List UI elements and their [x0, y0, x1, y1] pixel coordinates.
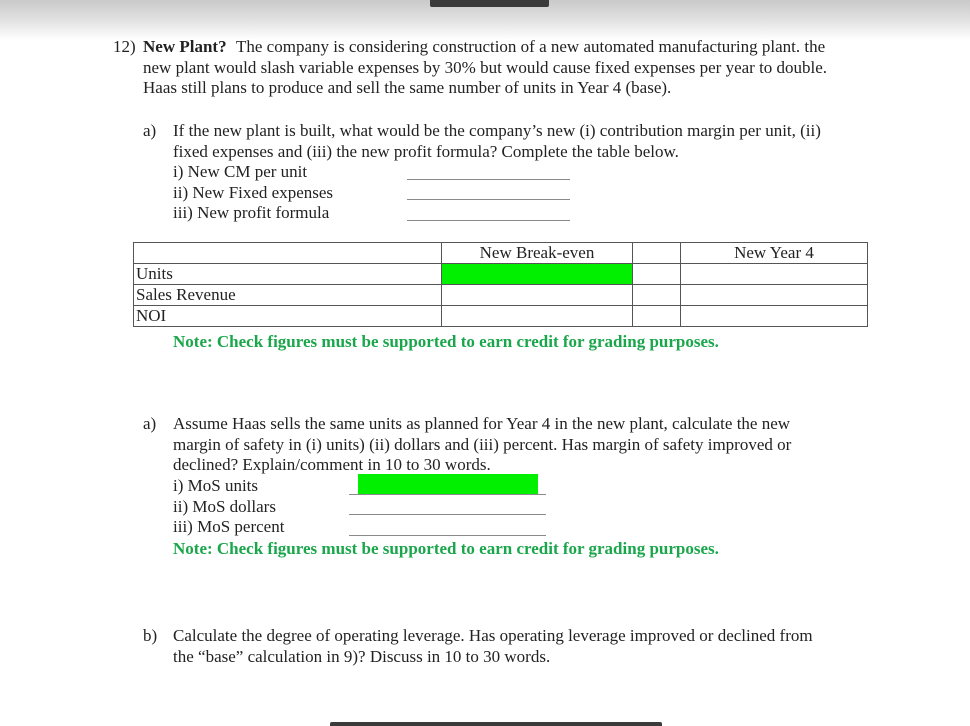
sales-revenue-break-even-cell[interactable] — [442, 285, 633, 306]
table-row — [134, 264, 868, 285]
new-fixed-expenses-label: ii) New Fixed expenses — [173, 182, 334, 202]
question-text-line-1: The company is considering construction of a new automated manufacturing plant. the — [236, 37, 826, 56]
row-label-sales-revenue: Sales Revenue — [134, 285, 442, 306]
question-title: New Plant? — [143, 37, 227, 56]
part-a1-text-line-1: If the new plant is built, what would be the company’s new (i) contribution margin per unit, (ii) — [173, 121, 821, 140]
new-fixed-expenses-answer-line[interactable] — [407, 199, 570, 200]
header-new-break-even: New Break-even — [442, 243, 633, 264]
part-a1-text-line-2: fixed expenses and (iii) the new profit formula? Complete the table below. — [173, 141, 679, 161]
mos-percent-answer-line[interactable] — [349, 535, 546, 536]
question-text-line-2: new plant would slash variable expenses by 30% but would cause fixed expenses per year to double. — [143, 57, 828, 77]
part-a2-marker: a) — [143, 414, 157, 433]
part-a2-text-line-1: Assume Haas sells the same units as planned for Year 4 in the new plant, calculate the new — [173, 414, 791, 433]
part-b-marker: b) — [143, 626, 158, 645]
mos-units-answer-line[interactable] — [349, 494, 546, 495]
new-cm-per-unit-answer-line[interactable] — [407, 179, 570, 180]
question-number: 12) — [113, 37, 136, 56]
header-new-year-4: New Year 4 — [681, 243, 868, 264]
units-spacer-cell[interactable] — [633, 264, 681, 285]
viewer-bottom-bar — [330, 722, 662, 726]
part-b-text-line-1: Calculate the degree of operating leverage. Has operating leverage improved or declined from — [173, 626, 813, 645]
breakeven-table — [133, 242, 868, 327]
viewer-toolbar-tab[interactable] — [430, 0, 549, 7]
table-header-cell — [633, 243, 681, 264]
table-row — [134, 285, 868, 306]
units-break-even-cell[interactable] — [442, 264, 633, 285]
noi-spacer-cell[interactable] — [633, 306, 681, 327]
part-b-text-line-2: the “base” calculation in 9)? Discuss in 10 to 30 words. — [173, 646, 551, 666]
new-profit-formula-answer-line[interactable] — [407, 220, 570, 221]
part-a2-text-line-3: declined? Explain/comment in 10 to 30 words. — [173, 455, 491, 475]
row-label-noi: NOI — [134, 306, 442, 327]
mos-units-highlight — [358, 474, 538, 494]
noi-break-even-cell[interactable] — [442, 306, 633, 327]
new-profit-formula-label: iii) New profit formula — [173, 203, 330, 223]
table-header-row — [134, 243, 868, 264]
units-year-4-cell[interactable] — [681, 264, 868, 285]
sales-revenue-spacer-cell[interactable] — [633, 285, 681, 306]
mos-units-label: i) MoS units — [173, 476, 259, 495]
mos-dollars-label: ii) MoS dollars — [173, 496, 276, 516]
mos-percent-label: iii) MoS percent — [173, 517, 285, 537]
check-figures-note-1: Note: Check figures must be supported to earn credit for grading purposes. — [173, 332, 719, 351]
table-header-cell — [134, 243, 442, 264]
table-row — [134, 306, 868, 327]
question-text-line-3: Haas still plans to produce and sell the same number of units in Year 4 (base). — [143, 78, 672, 98]
sales-revenue-year-4-cell[interactable] — [681, 285, 868, 306]
part-a1-marker: a) — [143, 121, 157, 140]
noi-year-4-cell[interactable] — [681, 306, 868, 327]
check-figures-note-2: Note: Check figures must be supported to earn credit for grading purposes. — [173, 539, 719, 558]
part-a2-text-line-2: margin of safety in (i) units) (ii) dollars and (iii) percent. Has margin of safety improved or — [173, 434, 792, 454]
row-label-units: Units — [134, 264, 442, 285]
mos-dollars-answer-line[interactable] — [349, 514, 546, 515]
new-cm-per-unit-label: i) New CM per unit — [173, 162, 308, 181]
